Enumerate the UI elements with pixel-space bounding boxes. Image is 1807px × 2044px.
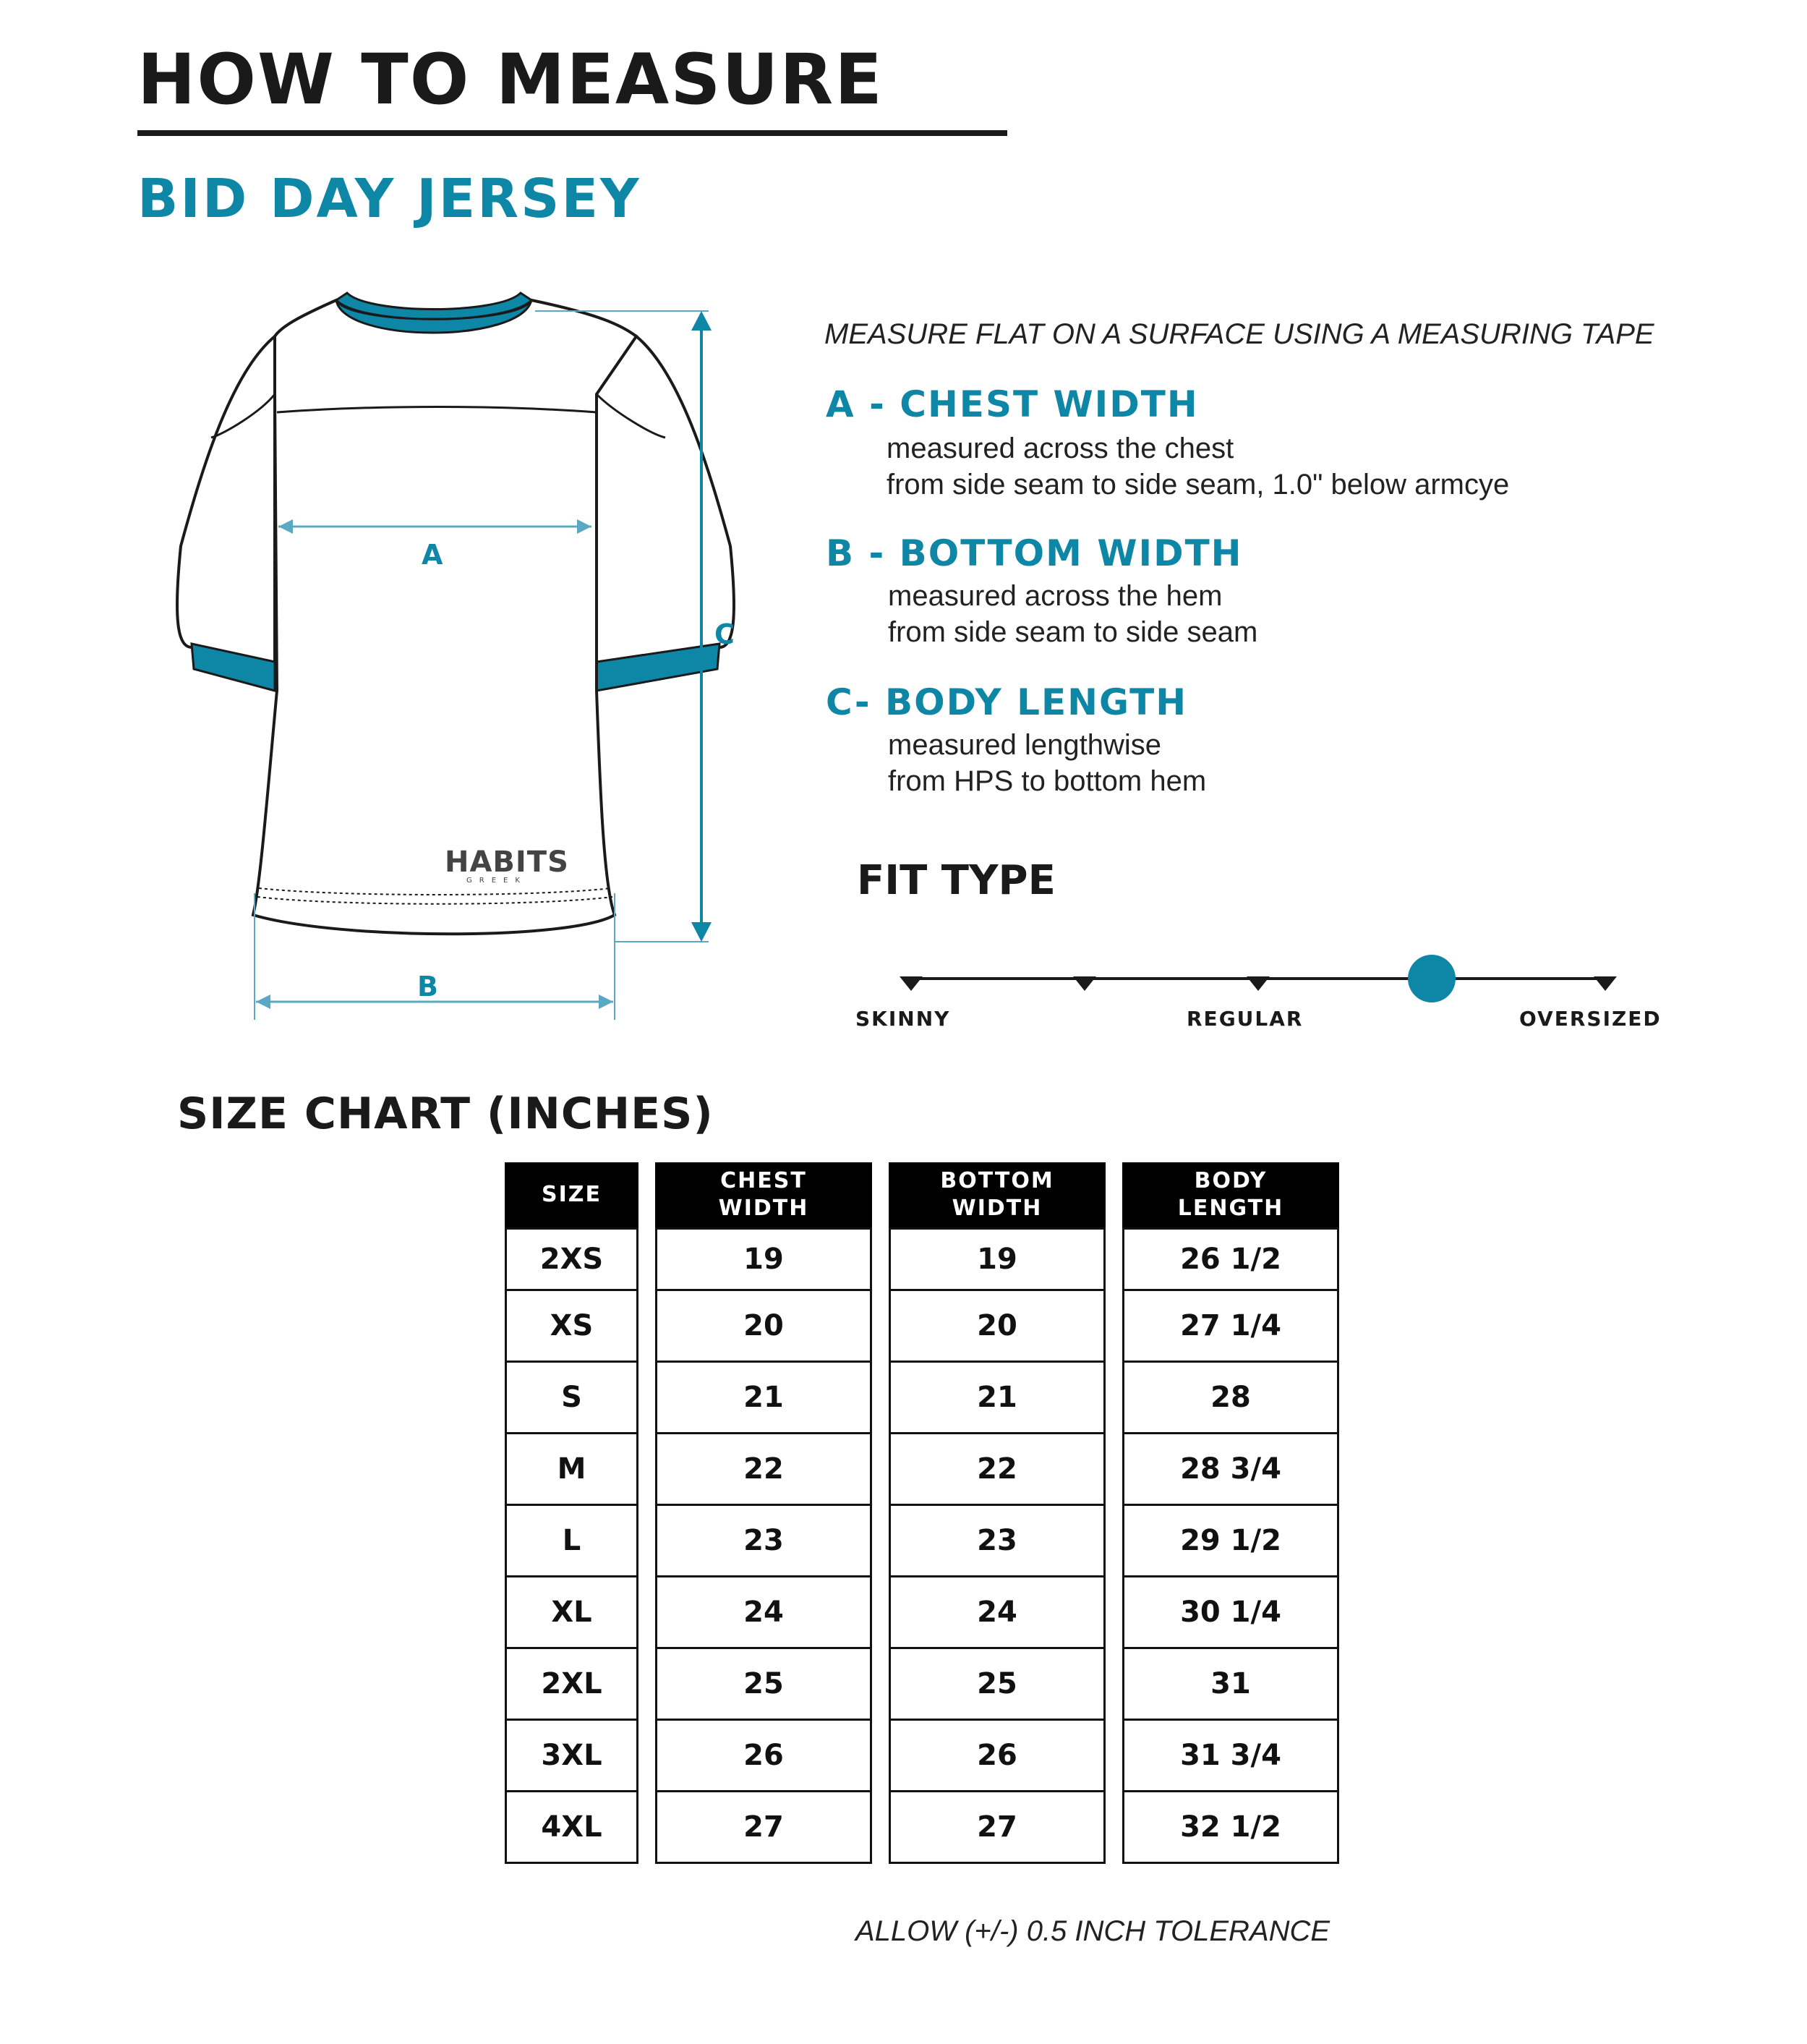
- fit-stop-3: [1247, 976, 1270, 991]
- size-chart-column: [655, 1162, 872, 1864]
- table-cell: 28 3/4: [1122, 1434, 1339, 1506]
- left-sleeve: [177, 336, 275, 676]
- table-cell: 22: [889, 1434, 1106, 1506]
- table-cell: 31: [1122, 1649, 1339, 1721]
- table-cell: 4XL: [505, 1792, 638, 1864]
- right-sleeve: [597, 336, 734, 676]
- size-chart-title: SIZE CHART (INCHES): [177, 1089, 714, 1139]
- measure-b-desc-2: from side seam to side seam: [888, 616, 1258, 648]
- table-cell: 28: [1122, 1363, 1339, 1434]
- label-c: C: [714, 618, 736, 650]
- measure-a-desc-1: measured across the chest: [887, 433, 1234, 464]
- column-header-line: BODY: [1194, 1168, 1268, 1193]
- measure-c-desc-2: from HPS to bottom hem: [888, 765, 1207, 797]
- table-cell: 27 1/4: [1122, 1291, 1339, 1363]
- fit-stop-5: [1594, 976, 1617, 991]
- table-cell: 24: [655, 1577, 872, 1649]
- table-cell: 26: [889, 1721, 1106, 1792]
- table-cell: 25: [655, 1649, 872, 1721]
- table-cell: 26 1/2: [1122, 1227, 1339, 1291]
- label-a: A: [422, 539, 445, 571]
- table-cell: 27: [655, 1792, 872, 1864]
- fit-indicator: [1408, 955, 1456, 1002]
- table-cell: 25: [889, 1649, 1106, 1721]
- measure-a-heading: A - CHEST WIDTH: [826, 383, 1199, 425]
- table-cell: 20: [655, 1291, 872, 1363]
- column-header: [1122, 1162, 1339, 1227]
- product-name: BID DAY JERSEY: [137, 168, 641, 230]
- table-cell: 20: [889, 1291, 1106, 1363]
- table-cell: 3XL: [505, 1721, 638, 1792]
- fit-scale: [889, 955, 1627, 1013]
- tolerance-note: ALLOW (+/-) 0.5 INCH TOLERANCE: [855, 1915, 1330, 1947]
- table-cell: 22: [655, 1434, 872, 1506]
- table-cell: 23: [655, 1506, 872, 1577]
- table-cell: 30 1/4: [1122, 1577, 1339, 1649]
- fit-type-title: FIT TYPE: [857, 857, 1056, 904]
- fit-label-oversized: OVERSIZED: [1519, 1007, 1662, 1031]
- measure-b-desc-1: measured across the hem: [888, 580, 1223, 612]
- table-cell: 2XS: [505, 1227, 638, 1291]
- table-cell: 2XL: [505, 1649, 638, 1721]
- table-cell: 19: [655, 1227, 872, 1291]
- table-cell: 31 3/4: [1122, 1721, 1339, 1792]
- column-header-line: WIDTH: [952, 1196, 1043, 1221]
- brand-name: HABITS: [445, 846, 569, 879]
- size-chart-column: [1122, 1162, 1339, 1864]
- fit-label-skinny: SKINNY: [855, 1007, 951, 1031]
- column-header-line: SIZE: [541, 1182, 602, 1207]
- table-cell: 21: [889, 1363, 1106, 1434]
- table-cell: XS: [505, 1291, 638, 1363]
- column-header: [889, 1162, 1106, 1227]
- table-cell: M: [505, 1434, 638, 1506]
- table-cell: 21: [655, 1363, 872, 1434]
- brand-logo: [445, 848, 589, 885]
- table-cell: 32 1/2: [1122, 1792, 1339, 1864]
- table-cell: 29 1/2: [1122, 1506, 1339, 1577]
- title-underline: [137, 130, 1007, 136]
- page-title: HOW TO MEASURE: [137, 39, 884, 120]
- size-chart-column: [505, 1162, 638, 1864]
- table-cell: XL: [505, 1577, 638, 1649]
- column-header: [505, 1162, 638, 1227]
- table-cell: L: [505, 1506, 638, 1577]
- brand-sub: GREEK: [466, 877, 527, 885]
- jersey-diagram: [159, 286, 752, 1031]
- size-chart-column: [889, 1162, 1106, 1864]
- column-header: [655, 1162, 872, 1227]
- jersey-body: [253, 300, 636, 934]
- measure-c-desc-1: measured lengthwise: [888, 729, 1161, 761]
- table-cell: 27: [889, 1792, 1106, 1864]
- table-cell: 23: [889, 1506, 1106, 1577]
- measure-c-heading: C- BODY LENGTH: [826, 681, 1188, 723]
- table-cell: 19: [889, 1227, 1106, 1291]
- column-header-line: CHEST: [720, 1168, 807, 1193]
- column-header-line: WIDTH: [718, 1196, 809, 1221]
- fit-stop-1: [900, 976, 923, 991]
- measure-b-heading: B - BOTTOM WIDTH: [826, 532, 1243, 574]
- measure-instruction: MEASURE FLAT ON A SURFACE USING A MEASURING TAPE: [824, 318, 1654, 350]
- label-b: B: [417, 971, 440, 1002]
- column-header-line: LENGTH: [1177, 1196, 1284, 1221]
- measure-a-desc-2: from side seam to side seam, 1.0" below armcye: [887, 469, 1510, 501]
- fit-stop-2: [1073, 976, 1096, 991]
- table-cell: 26: [655, 1721, 872, 1792]
- column-header-line: BOTTOM: [940, 1168, 1054, 1193]
- table-cell: S: [505, 1363, 638, 1434]
- table-cell: 24: [889, 1577, 1106, 1649]
- fit-label-regular: REGULAR: [1187, 1007, 1304, 1031]
